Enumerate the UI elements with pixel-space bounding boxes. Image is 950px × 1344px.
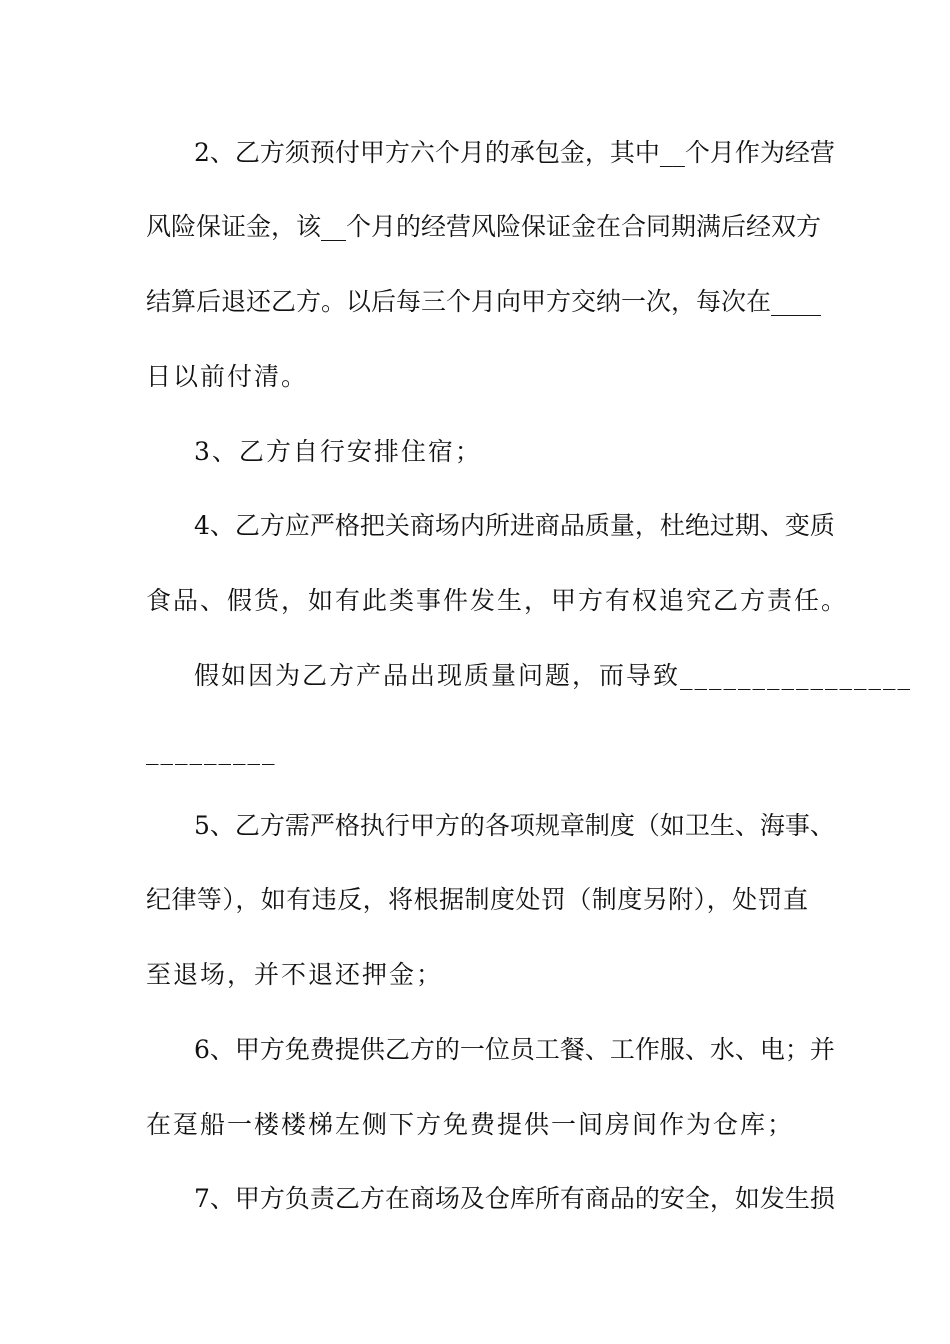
paragraph-4-line-1: 4、乙方应严格把关商场内所进商品质量，杜绝过期、变质	[194, 511, 835, 540]
paragraph-2-line-2: 风险保证金，该__个月的经营风险保证金在合同期满后经双方	[146, 212, 822, 241]
paragraph-3-line-1: 3、乙方自行安排住宿；	[194, 437, 482, 466]
paragraph-5-line-1: 5、乙方需严格执行甲方的各项规章制度（如卫生、海事、	[194, 811, 835, 840]
paragraph-2-line-1: 2、乙方须预付甲方六个月的承包金，其中__个月作为经营	[194, 138, 835, 167]
paragraph-5-line-2: 纪律等），如有违反，将根据制度处罚（制度另附），处罚直	[146, 885, 808, 914]
paragraph-2-line-4: 日以前付清。	[146, 362, 309, 391]
paragraph-4b-line-1: 假如因为乙方产品出现质量问题，而导致________________	[194, 661, 913, 690]
paragraph-6-line-2: 在趸船一楼楼梯左侧下方免费提供一间房间作为仓库；	[146, 1110, 795, 1139]
paragraph-2-line-3: 结算后退还乙方。以后每三个月向甲方交纳一次，每次在____	[146, 287, 822, 316]
paragraph-6-line-1: 6、甲方免费提供乙方的一位员工餐、工作服、水、电；并	[194, 1035, 835, 1064]
paragraph-5-line-3: 至退场，并不退还押金；	[146, 960, 444, 989]
paragraph-7-line-1: 7、甲方负责乙方在商场及仓库所有商品的安全，如发生损	[194, 1184, 835, 1213]
paragraph-4b-line-2: _________	[146, 736, 277, 765]
paragraph-4-line-2: 食品、假货，如有此类事件发生，甲方有权追究乙方责任。	[146, 586, 849, 615]
